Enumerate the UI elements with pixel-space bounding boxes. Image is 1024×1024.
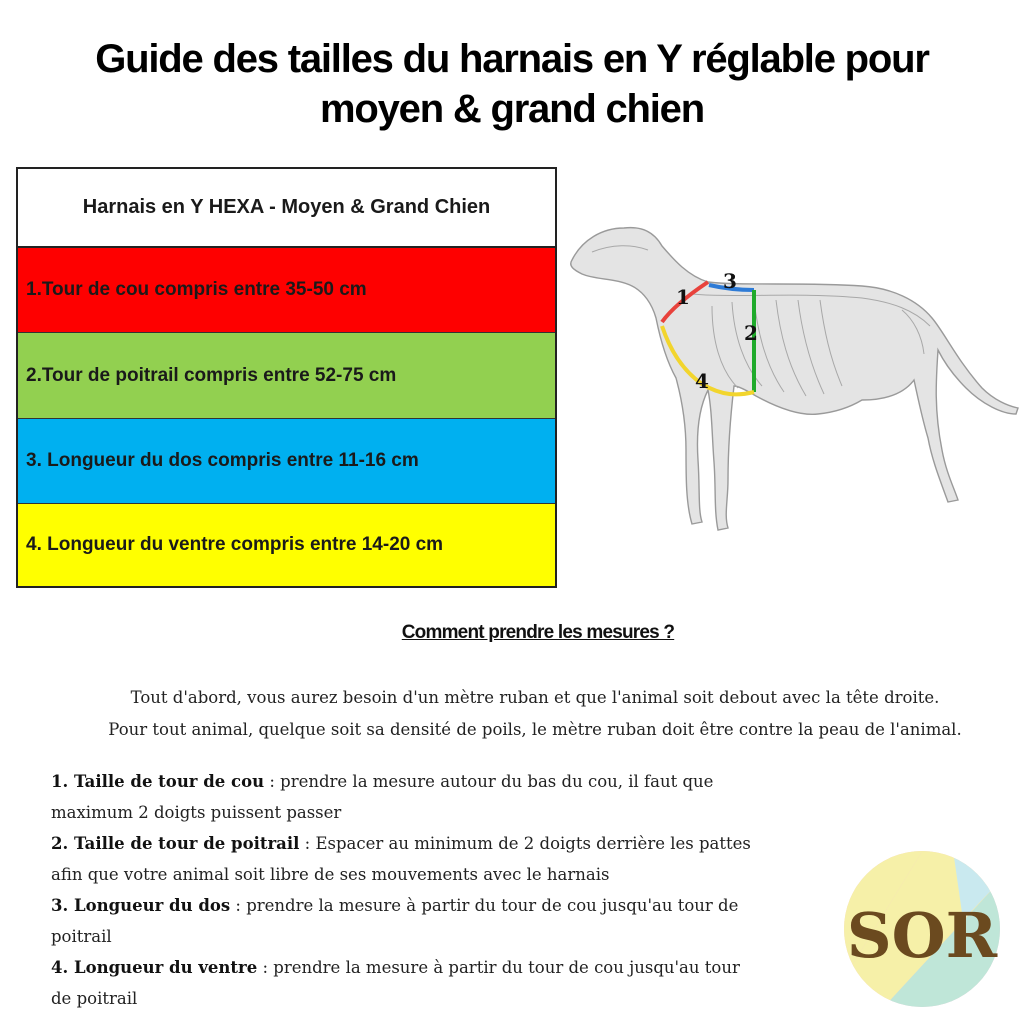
step-3-label: 3. Longueur du dos (51, 896, 231, 915)
size-table-header: Harnais en Y HEXA - Moyen & Grand Chien (18, 169, 555, 248)
marker-2: 2 (744, 321, 758, 345)
title-line-1: Guide des tailles du harnais en Y réglable pour (95, 37, 929, 81)
marker-1: 1 (676, 285, 690, 309)
step-1-line-1: : prendre la mesure autour du bas du cou, il faut que (264, 772, 714, 791)
intro-line-1: Tout d'abord, vous aurez besoin d'un mètre ruban et que l'animal soit debout avec la tête droite. (130, 688, 940, 707)
size-row-back: 3. Longueur du dos compris entre 11-16 cm (18, 419, 555, 504)
intro-line-2: Pour tout animal, quelque soit sa densité de poils, le mètre ruban doit être contre la peau de l'animal. (108, 720, 962, 739)
marker-4: 4 (695, 369, 709, 393)
dog-silhouette (571, 228, 1018, 530)
size-row-belly: 4. Longueur du ventre compris entre 14-20 cm (18, 504, 555, 586)
step-3-line-2: poitrail (51, 927, 112, 946)
step-4-label: 4. Longueur du ventre (51, 958, 258, 977)
step-1 (51, 766, 841, 828)
step-2-label: 2. Taille de tour de poitrail (51, 834, 300, 853)
step-4-line-1: : prendre la mesure à partir du tour de cou jusqu'au tour (257, 958, 740, 977)
step-4-line-2: de poitrail (51, 989, 138, 1008)
size-table (16, 167, 557, 588)
step-2-line-1: : Espacer au minimum de 2 doigts derrière les pattes (299, 834, 751, 853)
size-row-chest: 2.Tour de poitrail compris entre 52-75 cm (18, 333, 555, 419)
section-heading: Comment prendre les mesures ? (401, 622, 675, 643)
measurement-steps (51, 766, 841, 1014)
step-1-line-2: maximum 2 doigts puissent passer (51, 803, 342, 822)
step-3-line-1: : prendre la mesure à partir du tour de cou jusqu'au tour de (230, 896, 739, 915)
step-2-line-2: afin que votre animal soit libre de ses mouvements avec le harnais (51, 865, 610, 884)
step-1-label: 1. Taille de tour de cou (51, 772, 265, 791)
title-line-2: moyen & grand chien (320, 87, 704, 131)
step-3 (51, 890, 841, 952)
marker-3: 3 (723, 269, 737, 293)
brand-logo (843, 850, 1001, 1008)
logo-text: SOR (846, 899, 998, 972)
page-title (0, 34, 1024, 134)
step-2 (51, 828, 841, 890)
dog-skeleton-diagram (562, 210, 1024, 550)
size-row-neck: 1.Tour de cou compris entre 35-50 cm (18, 248, 555, 333)
step-4 (51, 952, 841, 1014)
